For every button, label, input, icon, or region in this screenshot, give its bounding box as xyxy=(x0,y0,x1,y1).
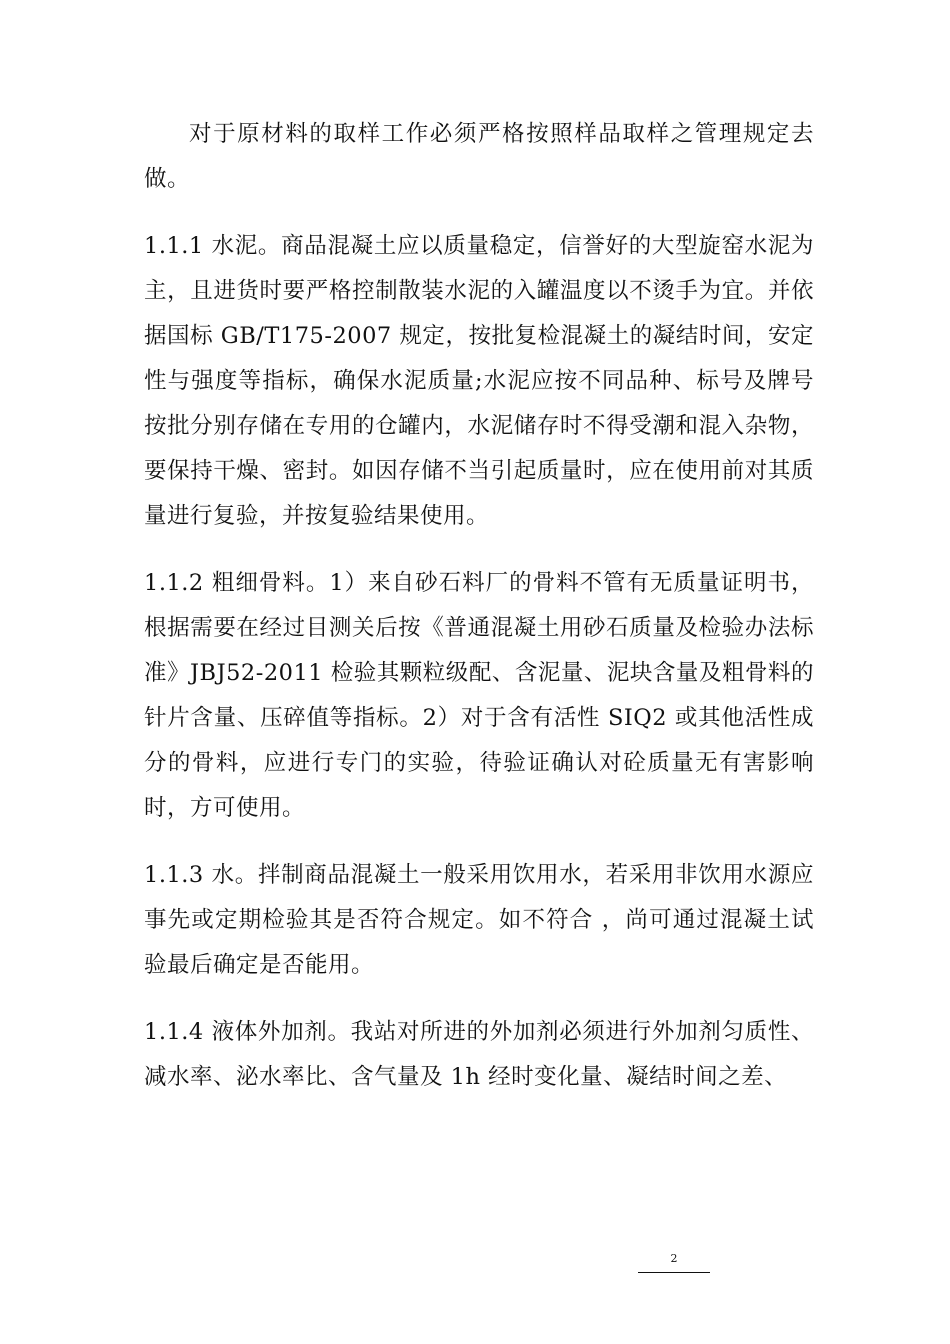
cement-paragraph: 1.1.1 水泥。商品混凝土应以质量稳定，信誉好的大型旋窑水泥为主，且进货时要严格控制散装水泥的入罐温度以不烫手为宜。并依据国标 GB/T175-2007 规定，按批复检混凝土的凝结时间，安定性与强度等指标，确保水泥质量;水泥应按不同品种、标号及牌号按批分别存储在专用的仓罐内，水泥储存时不得受潮和混入杂物，要保持干燥、密封。如因存储不当引起质量时，应在使用前对其质量进行复验，并按复验结果使用。 xyxy=(144,233,814,529)
document-body xyxy=(144,112,814,1100)
intro-paragraph: 对于原材料的取样工作必须严格按照样品取样之管理规定去做。 xyxy=(144,121,814,192)
admixture-paragraph: 1.1.4 液体外加剂。我站对所进的外加剂必须进行外加剂匀质性、减水率、泌水率比、含气量及 1h 经时变化量、凝结时间之差、 xyxy=(144,1019,814,1090)
aggregate-paragraph: 1.1.2 粗细骨料。1）来自砂石料厂的骨料不管有无质量证明书，根据需要在经过目测关后按《普通混凝土用砂石质量及检验办法标准》JBJ52-2011 检验其颗粒级配、含泥量、泥块含量及粗骨料的针片含量、压碎值等指标。2）对于含有活性 SIQ2 或其他活性成分的骨料，应进行专门的实验，待验证确认对砼质量无有害影响时，方可使用。 xyxy=(144,570,814,821)
page-number: 2 xyxy=(638,1250,710,1273)
water-paragraph: 1.1.3 水。拌制商品混凝土一般采用饮用水，若采用非饮用水源应事先或定期检验其是否符合规定。如不符合 ，尚可通过混凝土试验最后确定是否能用。 xyxy=(144,862,814,978)
